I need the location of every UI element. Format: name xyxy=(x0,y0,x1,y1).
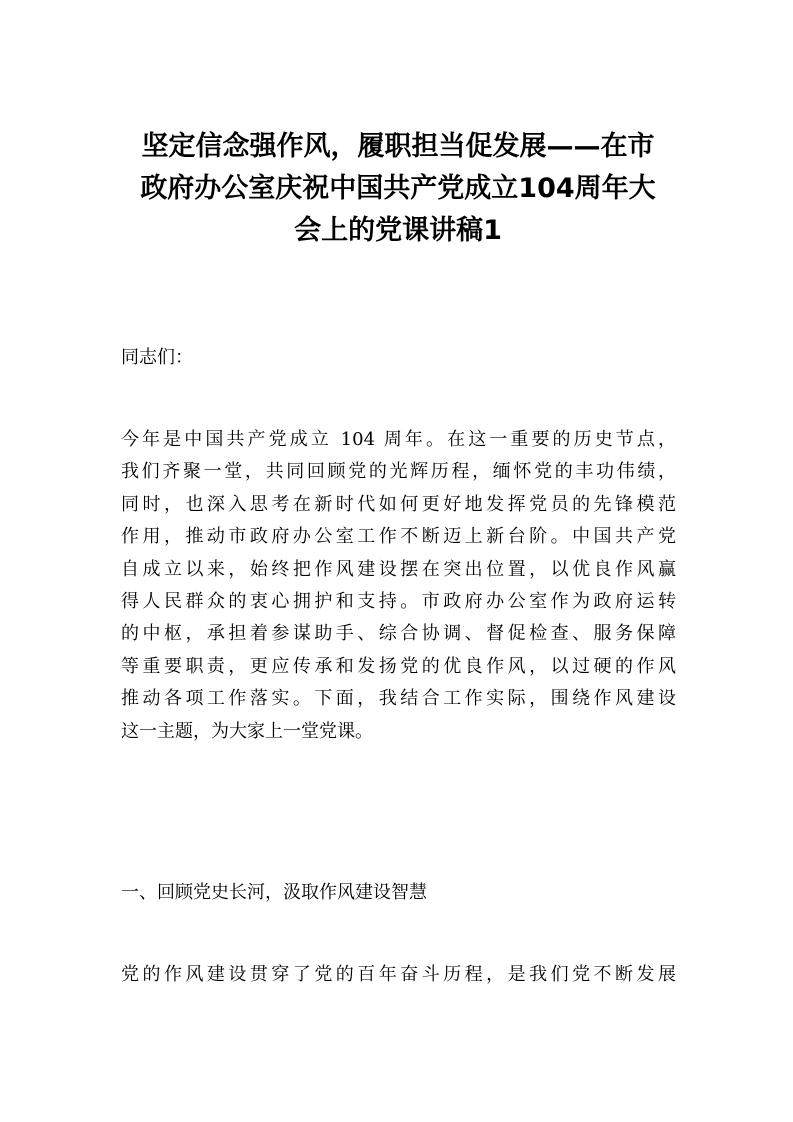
paragraph-line: 推动各项工作落实。下面，我结合工作实际，围绕作风建设 xyxy=(121,688,676,710)
paragraph-line: 党的作风建设贯穿了党的百年奋斗历程，是我们党不断发展 xyxy=(121,964,676,985)
paragraph-section-one xyxy=(121,959,676,991)
greeting: 同志们： xyxy=(121,347,193,368)
paragraph-line: 的中枢，承担着参谋助手、综合协调、督促检查、服务保障 xyxy=(121,623,676,645)
paragraph-line: 同时，也深入思考在新时代如何更好地发挥党员的先锋模范 xyxy=(121,493,676,515)
paragraph-line: 等重要职责，更应传承和发扬党的优良作风，以过硬的作风 xyxy=(121,655,676,677)
paragraph-line: 得人民群众的衷心拥护和支持。市政府办公室作为政府运转 xyxy=(121,591,676,613)
paragraph-intro xyxy=(121,424,676,748)
paragraph-line: 这一主题，为大家上一堂党课。 xyxy=(121,720,373,742)
document-title xyxy=(118,126,678,252)
title-line: 政府办公室庆祝中国共产党成立104周年大 xyxy=(140,173,656,204)
title-line: 坚定信念强作风，履职担当促发展——在市 xyxy=(141,131,655,162)
paragraph-line: 作用，推动市政府办公室工作不断迈上新台阶。中国共产党 xyxy=(121,526,676,548)
paragraph-line: 我们齐聚一堂，共同回顾党的光辉历程，缅怀党的丰功伟绩， xyxy=(121,461,676,483)
paragraph-line: 自成立以来，始终把作风建设摆在突出位置，以优良作风赢 xyxy=(121,558,676,580)
title-line: 会上的党课讲稿1 xyxy=(294,215,502,246)
section-heading: 一、回顾党史长河，汲取作风建设智慧 xyxy=(121,882,427,903)
paragraph-line: 今年是中国共产党成立 104 周年。在这一重要的历史节点， xyxy=(121,429,676,450)
